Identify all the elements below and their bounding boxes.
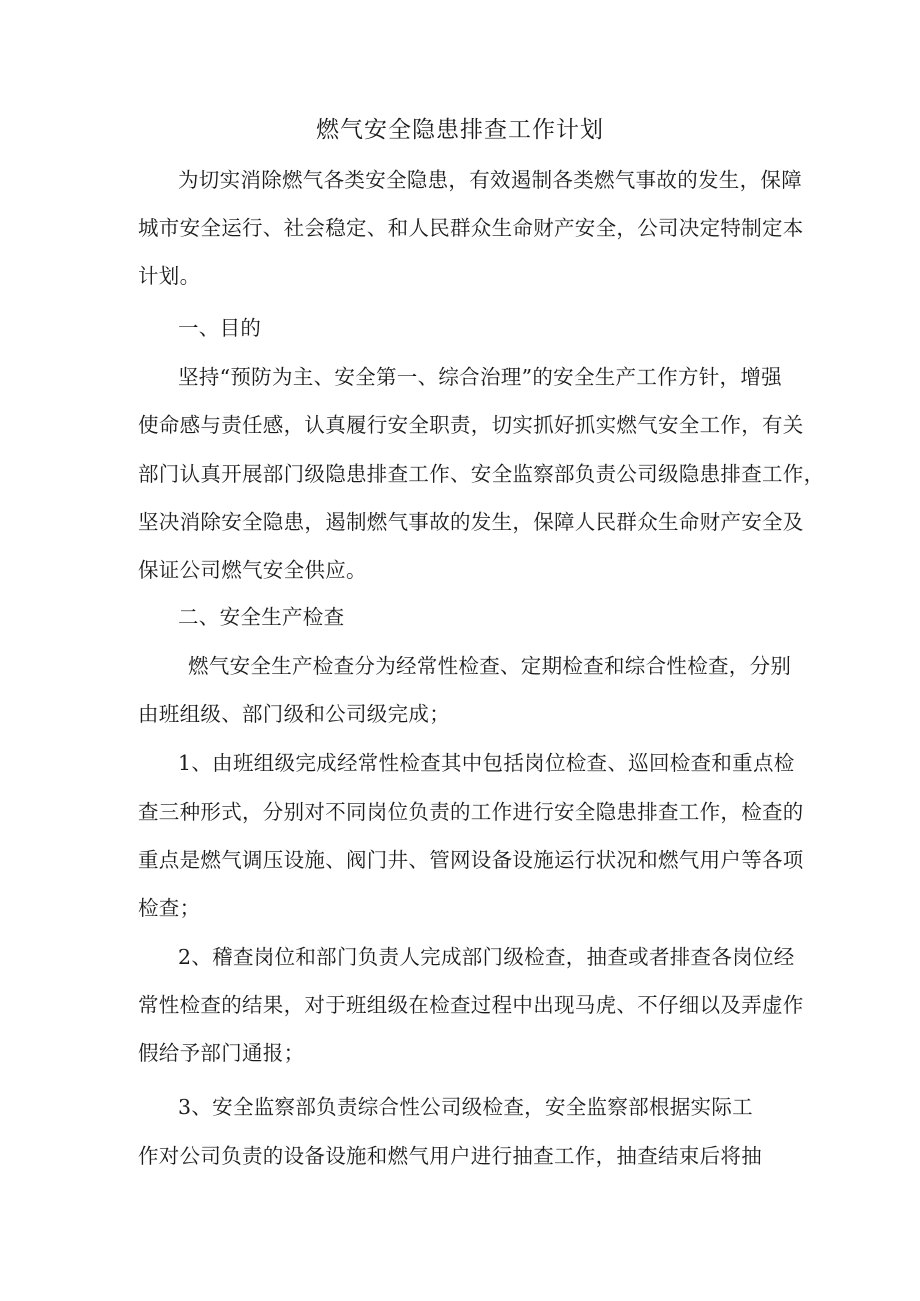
intro-line-3: 计划。	[138, 264, 201, 288]
item2-line-2: 常性检查的结果，对于班组级在检查过程中出现马虎、不仔细以及弄虚作	[138, 993, 804, 1017]
section1-line-1: 坚持“预防为主、安全第一、综合治理”的安全生产工作方针，增强	[178, 365, 782, 389]
section1-line-2: 使命感与责任感，认真履行安全职责，切实抓好抓实燃气安全工作，有关	[138, 413, 804, 437]
section1-line-5: 保证公司燃气安全供应。	[138, 558, 367, 582]
item1-line-2: 查三种形式，分别对不同岗位负责的工作进行安全隐患排查工作，检查的	[138, 800, 804, 824]
section1-line-3: 部门认真开展部门级隐患排查工作、安全监察部负责公司级隐患排查工作，	[138, 462, 825, 486]
item1-line-1: 1、由班组级完成经常性检查其中包括岗位检查、巡回检查和重点检	[178, 751, 795, 775]
item2-line-3: 假给予部门通报；	[138, 1041, 305, 1065]
item2-line-1: 2、稽查岗位和部门负责人完成部门级检查，抽查或者排查各岗位经	[178, 945, 795, 969]
section2-heading: 二、安全生产检查	[178, 605, 345, 629]
section2-intro-line-2: 由班组级、部门级和公司级完成；	[138, 702, 450, 726]
section1-heading: 一、目的	[178, 316, 262, 340]
section2-intro-line-1: 燃气安全生产检查分为经常性检查、定期检查和综合性检查，分别	[188, 654, 792, 678]
intro-line-2: 城市安全运行、社会稳定、和人民群众生命财产安全，公司决定特制定本	[138, 216, 804, 240]
intro-line-1: 为切实消除燃气各类安全隐患，有效遏制各类燃气事故的发生，保障	[178, 168, 802, 192]
item1-line-3: 重点是燃气调压设施、阀门井、管网设备设施运行状况和燃气用户等各项	[138, 848, 804, 872]
item1-line-4: 检查；	[138, 896, 201, 920]
section1-line-4: 坚决消除安全隐患，遏制燃气事故的发生，保障人民群众生命财产安全及	[138, 510, 804, 534]
item3-line-1: 3、安全监察部负责综合性公司级检查，安全监察部根据实际工	[178, 1095, 753, 1119]
item3-line-2: 作对公司负责的设备设施和燃气用户进行抽查工作，抽查结束后将抽	[138, 1144, 762, 1168]
document-title: 燃气安全隐患排查工作计划	[316, 117, 604, 143]
